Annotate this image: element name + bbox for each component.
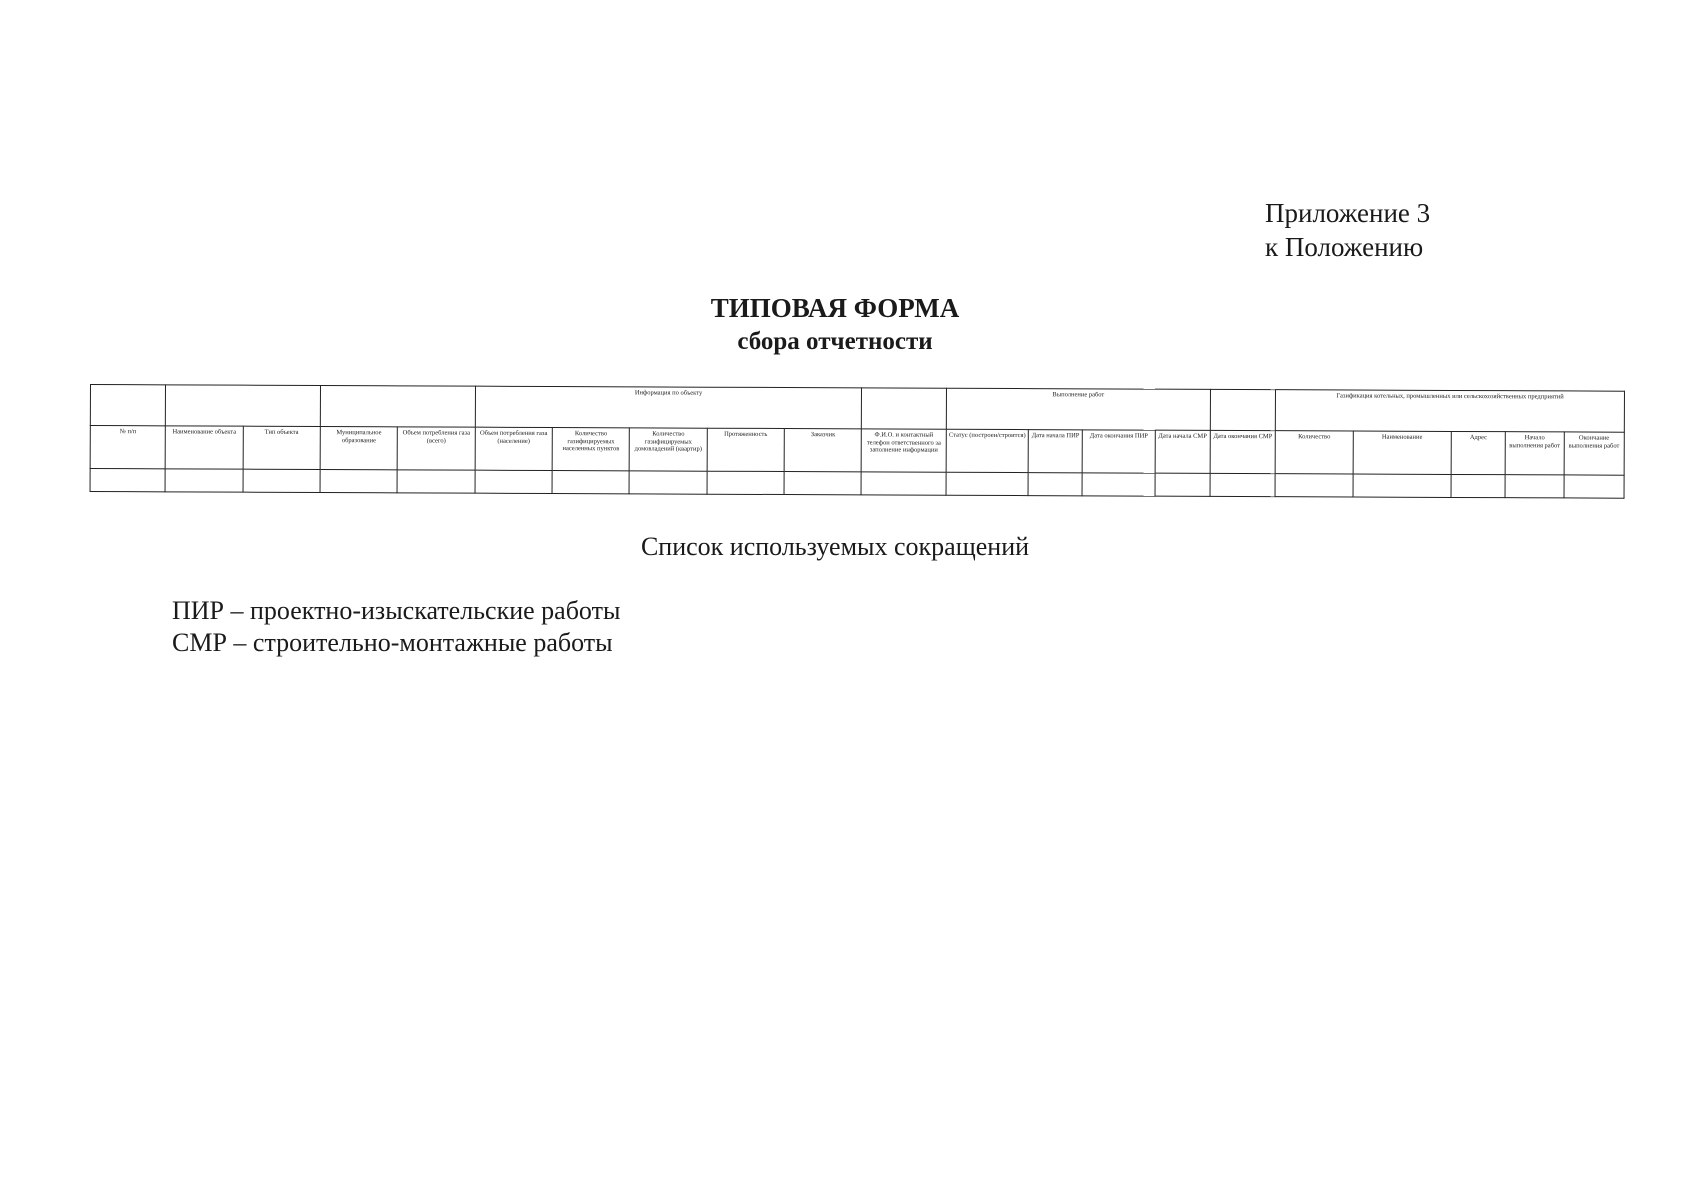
appendix-line-1: Приложение 3	[1265, 198, 1431, 228]
group-cell-empty	[90, 385, 166, 426]
column-header: Ф.И.О. и контактный телефон ответственного за заполнение информации	[862, 429, 947, 472]
table-cell	[552, 471, 629, 494]
group-cell-empty	[1210, 389, 1275, 430]
table-cell	[1451, 474, 1505, 497]
table-cell	[1155, 473, 1210, 496]
column-header: Объем потребления газа (население)	[475, 427, 553, 470]
table-cell	[861, 472, 945, 495]
abbreviation-item-smr: СМР – строительно-монтажные работы	[172, 628, 613, 657]
column-header: Муниципальное образование	[320, 427, 398, 470]
table-cell	[243, 469, 320, 492]
column-header: Статус (построен/строится)	[946, 429, 1029, 472]
table-cell	[320, 470, 397, 493]
form-title: ТИПОВАЯ ФОРМА	[710, 293, 960, 323]
column-header: Количество газифицируемых домовладений (квартир)	[630, 428, 708, 471]
column-header: Дата начала СМР	[1155, 430, 1210, 473]
column-header: Дата окончания СМР	[1210, 430, 1275, 473]
column-header: Количество	[1275, 431, 1353, 474]
table-group-row	[90, 385, 1624, 433]
group-header-work: Выполнение работ	[946, 388, 1210, 430]
table-cell	[165, 469, 242, 492]
group-header-gasification: Газификация котельных, промышленных или сельскохозяйственных предприятий	[1276, 390, 1625, 433]
table-cell	[946, 472, 1028, 495]
table-cell	[397, 470, 474, 493]
abbreviation-item-pir: ПИР – проектно-изыскательские работы	[172, 596, 621, 625]
group-cell-empty	[320, 386, 475, 428]
column-header: Адрес	[1451, 431, 1505, 474]
column-header: Окончание выполнения работ	[1564, 432, 1625, 475]
appendix-line-2: к Положению	[1265, 232, 1424, 262]
table-cell	[1505, 475, 1563, 498]
table-cell	[784, 472, 861, 495]
table-header-row	[90, 426, 1624, 476]
appendix-reference	[1265, 196, 1430, 264]
table-cell	[475, 470, 552, 493]
form-subtitle: сбора отчетности	[737, 328, 933, 355]
column-header: Заказчик	[784, 429, 862, 472]
table-cell	[1028, 473, 1082, 496]
column-header: Дата окончания ПИР	[1083, 430, 1156, 473]
column-header: Тип объекта	[243, 426, 321, 469]
column-header: Наименование объекта	[165, 426, 243, 469]
column-header: № п/п	[90, 426, 166, 469]
group-cell-empty	[166, 385, 321, 427]
report-form-table	[90, 384, 1625, 499]
column-header: Начало выполнения работ	[1505, 432, 1563, 475]
column-header: Дата начала ПИР	[1028, 430, 1082, 473]
table-cell	[1082, 473, 1154, 496]
column-header: Протяженность	[707, 428, 785, 471]
column-header: Объем потребления газа (всего)	[397, 427, 475, 470]
table-cell	[90, 469, 165, 492]
group-cell-empty	[862, 388, 947, 429]
table-cell	[707, 471, 784, 494]
abbreviations-title: Список используемых сокращений	[640, 532, 1030, 561]
table-cell	[1353, 474, 1452, 497]
table-cell	[1564, 475, 1625, 498]
table-cell	[1275, 474, 1352, 497]
table-cell	[629, 471, 706, 494]
table-cell	[1210, 473, 1275, 496]
group-header-object-info: Информация по объекту	[475, 386, 862, 429]
column-header: Наименование	[1353, 431, 1452, 474]
column-header: Количество газифицируемых населенных пунктов	[552, 428, 630, 471]
